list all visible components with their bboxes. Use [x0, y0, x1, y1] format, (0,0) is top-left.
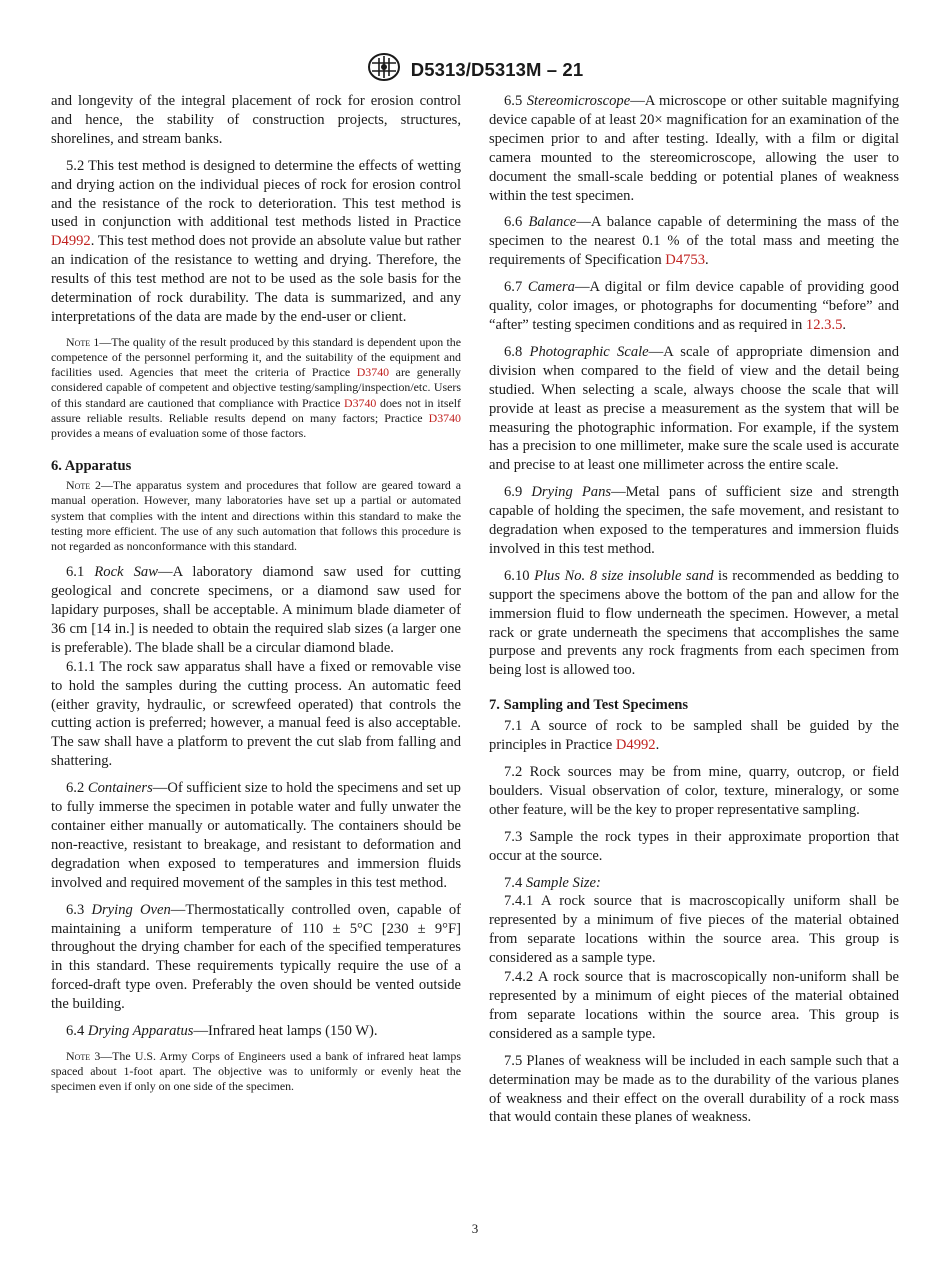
item-title: Sample Size: [525, 874, 601, 891]
section-number: 5.2 [66, 157, 85, 174]
reference-link[interactable]: D4992 [615, 737, 656, 754]
section-number: 6.9 [504, 484, 523, 501]
section-number: 7.4.2 [504, 969, 534, 986]
item-title: Camera [527, 279, 575, 296]
section-heading-apparatus: 6. Apparatus [51, 458, 132, 475]
item-title: Stereomicroscope [526, 93, 631, 109]
paragraph-7-5: 7.5 Planes of weakness will be included in each sample such that a determination may be made as to the durability of the various planes of weakness and their effect on the overall durability of a rock mass that would contain these planes of weakness. [489, 1052, 899, 1126]
reference-link[interactable]: D3740 [428, 410, 461, 425]
section-number: 7.5 [504, 1052, 523, 1069]
section-number: 6.4 [66, 1023, 85, 1040]
paragraph-5-1-continued: and longevity of the integral placement of rock for erosion control and hence, the stability of construction projects, structures, shorelines, and stream banks. [51, 93, 461, 147]
item-title: Drying Pans [531, 484, 612, 501]
section-number: 7.1 [504, 718, 523, 735]
paragraph-6-7: 6.7 Camera—A digital or film device capable of providing good quality, color images, or photographs for documenting “before” and “after” testing specimen conditions and as required in 12.3.5. [489, 279, 899, 333]
page-header [0, 52, 950, 87]
paragraph-6-8: 6.8 Photographic Scale—A scale of appropriate dimension and division when compared to the field of view and the detail being studied. When selecting a scale, always choose the scale that will provide at least as precise a measurement as the system that will be measuring the photographic information. For example, if the system has a precision to one millimeter, make sure the scale used is accurate and precise to at least one millimeter across the entire scale. [489, 343, 900, 474]
astm-logo [367, 52, 401, 87]
paragraph-6-6: 6.6 Balance—A balance capable of determining the mass of the specimen to the nearest 0.1 % of the total mass and meeting the requirements of Specification D4753. [489, 214, 899, 269]
paragraph-7-1: 7.1 A source of rock to be sampled shall be guided by the principles in Practice D4992. [489, 718, 900, 754]
section-number: 6.1 [66, 564, 85, 581]
paragraph-5-2: 5.2 This test method is designed to determine the effects of wetting and drying action on the individual pieces of rock for erosion control and the resistance of the rock to deterioration. This test method is used in conjunction with additional test methods listed in Practice D4992. This test method does not provide an absolute value but rather an indication of the resistance to wetting and drying. Therefore, the results of this test method are not to be used as the sole basis for the determination of rock durability. The data is summarized, and any interpretations of the data are made by the end-user or client. [51, 157, 461, 325]
paragraph-6-1-1: 6.1.1 The rock saw apparatus shall have a fixed or removable vise to hold the samples during the cutting process. An automatic feed (either gravity, hydraulic, or screwfeed operated) that controls the cutting action is preferred; however, a manual feed is also acceptable. The saw shall have a platform to prevent the cut slab from falling and shattering. [51, 658, 462, 770]
paragraph-6-3: 6.3 Drying Oven—Thermostatically controlled oven, capable of maintaining a uniform temperature of 110 ± 5°C [230 ± 9°F] throughout the drying chamber for each of the specified temperatures in this standard. These requirements typically require the use of a forced-draft type oven. Preferably the oven should be vented outside the building. [51, 901, 461, 1013]
reference-link[interactable]: D4992 [51, 233, 91, 250]
item-title: Drying Oven [91, 901, 171, 918]
reference-link[interactable]: D3740 [344, 395, 377, 410]
note-label: Note 2 [66, 478, 101, 493]
item-title: Photographic Scale [529, 343, 649, 360]
note-2: Note 2—The apparatus system and procedures that follow are geared toward a manual operation. However, many laboratories have set up a partial or automated system that complies with the intent and directions within this standard to make the testing more efficient. The use of any such automation that follows this procedure is not regarded as nonconformance with this standard. [51, 478, 461, 554]
paragraph-6-10: 6.10 Plus No. 8 size insoluble sand is recommended as bedding to support the specimens above the bottom of the pan and allow for the immersion fluid to flow underneath the specimen. However, a metal rack or grate underneath the specimens that accomplishes the same purpose and prevents any rock fragments from each specimen from being lost is allowed too. [489, 567, 899, 679]
right-column [489, 92, 899, 1135]
section-number: 6.10 [504, 567, 530, 584]
reference-link[interactable]: 12.3.5 [805, 316, 843, 333]
section-number: 6.1.1 [66, 658, 96, 675]
page-number: 3 [471, 1221, 479, 1236]
section-number: 7.3 [504, 828, 523, 845]
paragraph-6-2: 6.2 Containers—Of sufficient size to hold the specimens and set up to fully immerse the specimen in potable water and fully unwater the container either manually or automatically. The containers should be non-reactive, resistant to breakage, and resistant to deformation and degradation when exposed to temperatures and immersion fluids involved and required movement of the samples in this test method. [51, 780, 461, 891]
paragraph-7-2: 7.2 Rock sources may be from mine, quarry, outcrop, or field boulders. Visual observation of color, texture, mineralogy, or some other feature, will be the key to proper representative sampling. [489, 764, 899, 818]
paragraph-7-4-2: 7.4.2 A rock source that is macroscopically non-uniform shall be represented by a minimum of eight pieces of the material obtained from separate locations within the source area. This group is considered as a sample type. [489, 969, 899, 1042]
section-number: 6.2 [66, 780, 85, 797]
section-number: 6.6 [504, 214, 523, 231]
item-title: Plus No. 8 size insoluble sand [534, 567, 714, 584]
section-number: 7.2 [504, 764, 523, 780]
paragraph-6-1: 6.1 Rock Saw—A laboratory diamond saw used for cutting geological and concrete specimens, or a diamond saw used for lapidary purposes, shall be acceptable. A minimum blade diameter of 36 cm [14 in.] is needed to obtain the required slab sizes (a larger one is preferable). The blade shall be a circular diamond blade. [51, 564, 461, 656]
section-number: 6.7 [504, 279, 523, 296]
paragraph-7-3: 7.3 Sample the rock types in their approximate proportion that occur at the source. [489, 828, 899, 864]
reference-link[interactable]: D4753 [665, 252, 706, 269]
paragraph-6-9: 6.9 Drying Pans—Metal pans of sufficient size and strength capable of holding the specimen, the safe movement, and resistant to degradation when exposed to the temperatures and immersion fluids involved in this test method. [489, 484, 900, 557]
item-title: Balance [528, 214, 577, 231]
reference-link[interactable]: D3740 [356, 365, 390, 380]
section-number: 7.4.1 [504, 893, 534, 910]
item-title: Containers [87, 780, 153, 797]
section-heading-sampling: 7. Sampling and Test Specimens [489, 697, 689, 714]
note-3: Note 3—The U.S. Army Corps of Engineers used a bank of infrared heat lamps spaced about 1-foot apart. The objective was to uniformly or evenly heat the specimen even if only on one side of the specimen. [51, 1048, 461, 1094]
left-column [51, 92, 461, 1104]
section-number: 6.3 [66, 901, 85, 918]
note-label: Note 1 [66, 334, 100, 349]
section-number: 7.4 [504, 874, 523, 891]
paragraph-6-4: 6.4 Drying Apparatus—Infrared heat lamps (150 W). [66, 1023, 378, 1040]
item-title: Rock Saw [94, 564, 158, 581]
paragraph-7-4 [489, 874, 899, 893]
note-1: Note 1—The quality of the result produced by this standard is dependent upon the competence of the personnel performing it, and the suitability of the equipment and facilities used. Agencies that meet the criteria of Practice D3740 are generally considered capable of competent and objective testing/sampling/inspection/etc. Users of this standard are cautioned that compliance with Practice D3740 does not in itself assure reliable results. Reliable results depend on many factors; Practice D3740 provides a means of evaluation some of those factors. [51, 334, 461, 441]
section-number: 6.8 [504, 343, 523, 360]
paragraph-7-4-1: 7.4.1 A rock source that is macroscopically uniform shall be represented by a minimum of five pieces of the material obtained from separate locations within the source area. This group is considered as a sample type. [489, 893, 899, 967]
note-label: Note 3 [66, 1048, 101, 1063]
document-designation: D5313/D5313M – 21 [410, 58, 584, 80]
section-number: 6.5 [504, 93, 523, 109]
paragraph-6-5: 6.5 Stereomicroscope—A microscope or other suitable magnifying device capable of at least 20× magnification for an examination of the specimen prior to and after testing. Ideally, with a film or digital camera mounted to the stereomicroscope, allowing the user to document the small-scale bedding or potential planes of weakness within the test specimen. [489, 93, 900, 204]
item-title: Drying Apparatus [87, 1023, 194, 1040]
